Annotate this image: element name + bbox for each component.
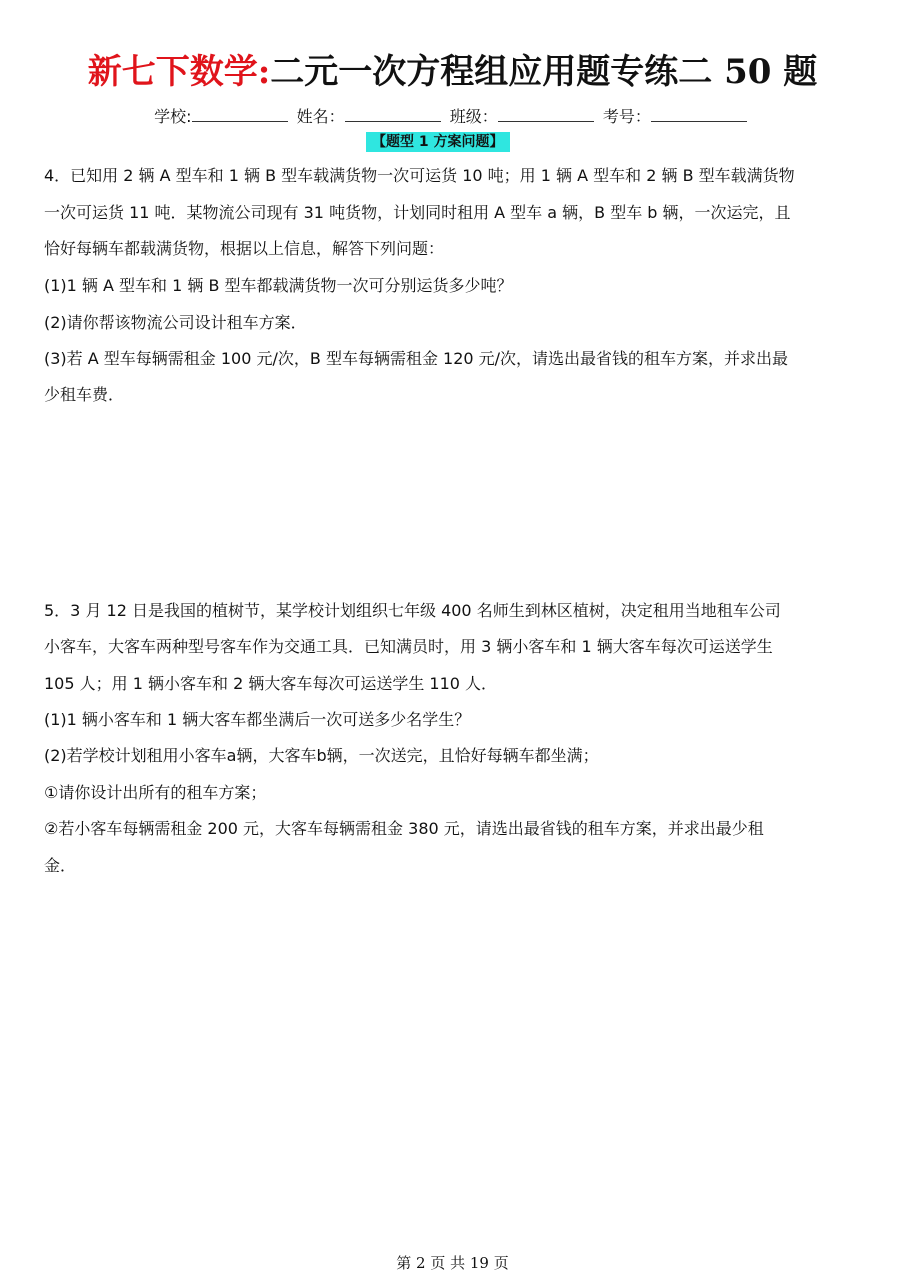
problem-line: (3)若 A 型车每辆需租金 100 元/次，B 型车每辆需租金 120 元/次，请选出最省钱的租车方案，并求出最 bbox=[44, 349, 789, 368]
page-number: 第 2 页 共 19 页 bbox=[396, 1254, 509, 1272]
name-blank[interactable] bbox=[345, 106, 441, 122]
exam-no-blank[interactable] bbox=[651, 106, 747, 122]
student-info-row bbox=[0, 104, 905, 127]
name-label: 姓名： bbox=[296, 107, 345, 126]
school-label: 学校: bbox=[154, 107, 192, 126]
title-black-part: 二元一次方程组应用题专练二 50 题 bbox=[270, 52, 818, 92]
section-tag: 【题型 1 方案问题】 bbox=[366, 132, 510, 152]
problem-line: (1)1 辆 A 型车和 1 辆 B 型车都载满货物一次可分别运货多少吨？ bbox=[44, 276, 513, 295]
class-label: 班级： bbox=[449, 107, 498, 126]
problem-line: 小客车，大客车两种型号客车作为交通工具．已知满员时，用 3 辆小客车和 1 辆大客车每次可运送学生 bbox=[44, 637, 773, 656]
problem-line: 一次可运货 11 吨．某物流公司现有 31 吨货物，计划同时租用 A 型车 a 辆，B 型车 b 辆，一次运完，且 bbox=[44, 203, 791, 222]
problem-line: 105 人；用 1 辆小客车和 2 辆大客车每次可运送学生 110 人． bbox=[44, 674, 498, 693]
class-blank[interactable] bbox=[498, 106, 594, 122]
problem-line: ①请你设计出所有的租车方案； bbox=[44, 783, 267, 802]
page-title bbox=[0, 44, 905, 93]
problem-line: (2)请你帮该物流公司设计租车方案． bbox=[44, 313, 307, 332]
problem-line: 少租车费． bbox=[44, 385, 125, 404]
problem-line: (2)若学校计划租用小客车a辆，大客车b辆，一次送完，且恰好每辆车都坐满； bbox=[44, 746, 599, 765]
exam-no-label: 考号： bbox=[602, 107, 651, 126]
problem-line: ②若小客车每辆需租金 200 元，大客车每辆需租金 380 元，请选出最省钱的租车方案，并求出最少租 bbox=[44, 819, 764, 838]
problem-line: 4．已知用 2 辆 A 型车和 1 辆 B 型车载满货物一次可运货 10 吨；用 1 辆 A 型车和 2 辆 B 型车载满货物 bbox=[44, 166, 795, 185]
problem-line: 金． bbox=[44, 856, 77, 875]
school-blank[interactable] bbox=[192, 106, 288, 122]
problem-line: 5．3 月 12 日是我国的植树节，某学校计划组织七年级 400 名师生到林区植树，决定租用当地租车公司 bbox=[44, 601, 781, 620]
problem-line: 恰好每辆车都载满货物，根据以上信息，解答下列问题： bbox=[44, 239, 445, 258]
problem-line: (1)1 辆小客车和 1 辆大客车都坐满后一次可送多少名学生？ bbox=[44, 710, 471, 729]
title-red-part: 新七下数学: bbox=[87, 52, 271, 92]
